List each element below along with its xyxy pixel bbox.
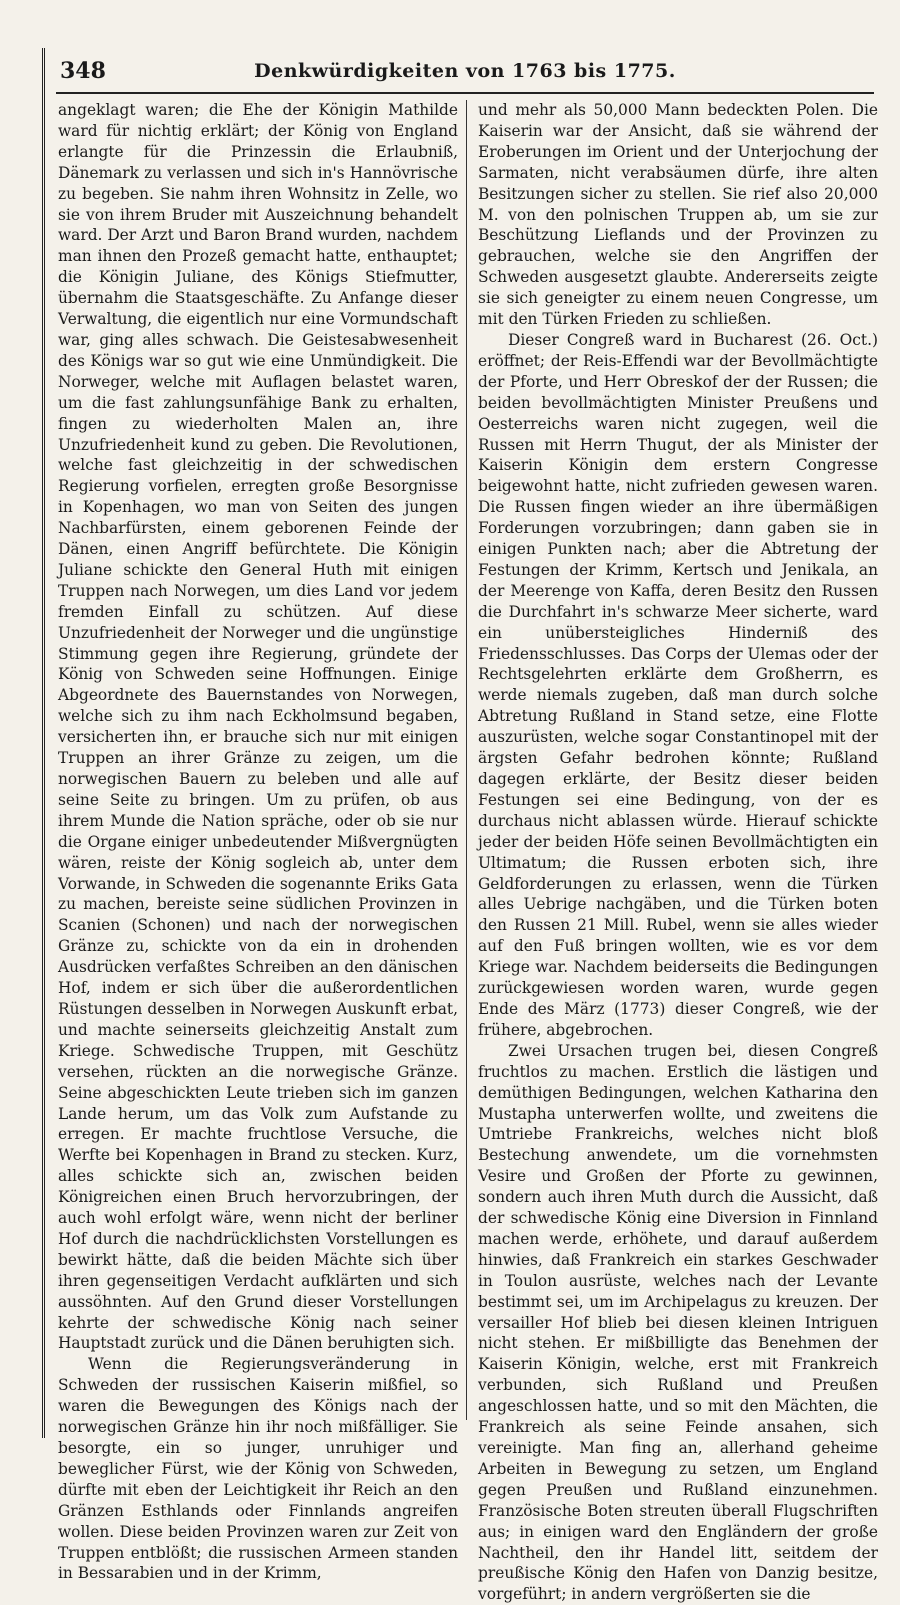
paragraph: Zwei Ursachen trugen bei, diesen Congreß fruchtlos zu machen. Erstlich die lästigen und demüthigen Bedingungen, welchen Katharina den Mustapha unterwerfen wollte, und zweitens die Umtriebe Frankreichs, welches nicht bloß Bestechung anwendete, um die vornehmsten Vesire und Großen der Pforte zu gewinnen, sondern auch ihren Muth durch die Aussicht, daß der schwedische König eine Diversion in Finnland machen werde, erhöhete, und darauf außerdem hinwies, daß Frankreich ein starkes Geschwader in Toulon ausrüste, welches nach der Levante bestimmt sei, um im Archipelagus zu kreuzen. Der versailler Hof blieb bei diesen kleinen Intriguen nicht stehen. Er mißbilligte das Benehmen der Kaiserin Königin, welche, erst mit Frankreich verbunden, sich Rußland und Preußen angeschlossen hatte, und so mit den Mächten, die Frankreich als seine Feinde ansahen, sich vereinigte. Man fing an, allerhand geheime Arbeiten in Bewegung zu setzen, um England gegen Preußen und Rußland einzunehmen. Französische Boten streuten überall Flugschriften aus; in einigen ward den Engländern der große Nachtheil, den ihr Handel litt, seitdem der preußische König den Hafen von Danzig besitze, vorgeführt; in andern vergrößerten sie die: [478, 1041, 878, 1604]
left-column: [58, 100, 458, 1584]
page-header: [56, 58, 874, 86]
paragraph: und mehr als 50,000 Mann bedeckten Polen. Die Kaiserin war der Ansicht, daß sie während der Eroberungen im Orient und der Unterjochung der Sarmaten, nicht verabsäumen dürfe, ihre alten Besitzungen sicher zu stellen. Sie rief also 20,000 M. von den polnischen Truppen ab, um sie zur Beschützung Lieflands und der Provinzen zu gebrauchen, welche sie den Angriffen der Schweden ausgesetzt glaubte. Andererseits zeigte sie sich geneigter zu einem neuen Congresse, um mit den Türken Frieden zu schließen.: [478, 101, 878, 329]
right-column: [478, 100, 878, 1605]
page-number: 348: [60, 58, 106, 84]
column-divider: [466, 100, 467, 1420]
paragraph: Wenn die Regierungsveränderung in Schweden der russischen Kaiserin mißfiel, so waren die Bewegungen des Königs nach der norwegischen Gränze hin ihr noch mißfälliger. Sie besorgte, ein so junger, unruhiger und beweglicher Fürst, wie der König von Schweden, dürfte mit eben der Leichtigkeit ihr Reich an den Gränzen Esthlands oder Finnlands angreifen wollen. Diese beiden Provinzen waren zur Zeit von Truppen entblößt; die russischen Armeen standen in Bessarabien und in der Krimm,: [58, 1355, 458, 1583]
paragraph: Dieser Congreß ward in Bucharest (26. Oct.) eröffnet; der Reis-Effendi war der Bevollmächtigte der Pforte, und Herr Obreskof der der Russen; die beiden bevollmächtigten Minister Preußens und Oesterreichs waren nicht zugegen, weil die Russen mit Herrn Thugut, der als Minister der Kaiserin Königin dem erstern Congresse beigewohnt hatte, nicht zufrieden gewesen waren. Die Russen fingen wieder an ihre übermäßigen Forderungen vorzubringen; dann gaben sie in einigen Punkten nach; aber die Abtretung der Festungen der Krimm, Kertsch und Jenikala, an der Meerenge von Kaffa, deren Besitz den Russen die Durchfahrt in's schwarze Meer sicherte, ward ein unübersteigliches Hinderniß des Friedensschlusses. Das Corps der Ulemas oder der Rechtsgelehrten erklärte dem Großherrn, es werde niemals zugeben, daß man durch solche Abtretung Rußland in Stand setze, eine Flotte auszurüsten, welche sogar Constantinopel mit der ärgsten Gefahr bedrohen könnte; Rußland dagegen erklärte, der Besitz dieser beiden Festungen sei eine Bedingung, von der es durchaus nicht ablassen würde. Hierauf schickte jeder der beiden Höfe seinen Bevollmächtigten ein Ultimatum; die Russen erboten sich, ihre Geldforderungen zu erlassen, wenn die Türken alles Uebrige nachgäben, und die Türken boten den Russen 21 Mill. Rubel, wenn sie alles wieder auf den Fuß bringen wollten, wie es vor dem Kriege war. Nachdem beiderseits die Bedingungen zurückgewiesen worden waren, wurde gegen Ende des März (1773) dieser Congreß, wie der frühere, abgebrochen.: [478, 330, 878, 1039]
running-title: Denkwürdigkeiten von 1763 bis 1775.: [254, 60, 676, 82]
header-rule: [56, 92, 874, 94]
paragraph: angeklagt waren; die Ehe der Königin Mathilde ward für nichtig erklärt; der König von England erlangte für die Prinzessin die Erlaubniß, Dänemark zu verlassen und sich in's Hannövrische zu begeben. Sie nahm ihren Wohnsitz in Zelle, wo sie von ihrem Bruder mit Auszeichnung behandelt ward. Der Arzt und Baron Brand wurden, nachdem man ihnen den Prozeß gemacht hatte, enthauptet; die Königin Juliane, des Königs Stiefmutter, übernahm die Staatsgeschäfte. Zu Anfange dieser Verwaltung, die eigentlich nur eine Vormundschaft war, ging alles schwach. Die Geistesabwesenheit des Königs war so gut wie eine Unmündigkeit. Die Norweger, welche mit Auflagen belastet waren, um die fast zahlungsunfähige Bank zu erhalten, fingen zu wiederholten Malen an, ihre Unzufriedenheit kund zu geben. Die Revolutionen, welche fast gleichzeitig in der schwedischen Regierung vorfielen, erregten große Besorgnisse in Kopenhagen, wo man von Seiten des jungen Nachbarfürsten, einem geborenen Feinde der Dänen, einen Angriff befürchtete. Die Königin Juliane schickte den General Huth mit einigen Truppen nach Norwegen, um dies Land vor jedem fremden Einfall zu schützen. Auf diese Unzufriedenheit der Norweger und die ungünstige Stimmung gegen ihre Regierung, gründete der König von Schweden seine Hoffnungen. Einige Abgeordnete des Bauernstandes von Norwegen, welche sich zu ihm nach Eckholmsund begaben, versicherten ihn, er brauche sich nur mit einigen Truppen an ihrer Gränze zu zeigen, um die norwegischen Bauern zu beleben und alle auf seine Seite zu bringen. Um zu prüfen, ob aus ihrem Munde die Nation spräche, oder ob sie nur die Organe einiger unbedeutender Mißvergnügten wären, reiste der König sogleich ab, unter dem Vorwande, in Schweden die sogenannte Eriks Gata zu machen, bereiste seine südlichen Provinzen in Scanien (Schonen) und nach der norwegischen Gränze zu, schickte von da ein in drohenden Ausdrücken verfaßtes Schreiben an den dänischen Hof, indem er sich über die außerordentlichen Rüstungen desselben in Norwegen Auskunft erbat, und machte seinerseits gleichzeitig Anstalt zum Kriege. Schwedische Truppen, mit Geschütz versehen, rückten an die norwegische Gränze. Seine abgeschickten Leute trieben sich im ganzen Lande herum, um das Volk zum Aufstande zu erregen. Er machte fruchtlose Versuche, die Werfte bei Kopenhagen in Brand zu stecken. Kurz, alles schickte sich an, zwischen beiden Königreichen einen Bruch hervorzubringen, der auch wohl erfolgt wäre, wenn nicht der berliner Hof durch die nachdrücklichsten Vorstellungen es bewirkt hätte, daß die beiden Mächte sich über ihren gegenseitigen Verdacht aufklärten und sich aussöhnten. Auf den Grund dieser Vorstellungen kehrte der schwedische König nach seiner Hauptstadt zurück und die Dänen beruhigten sich.: [58, 101, 458, 1353]
